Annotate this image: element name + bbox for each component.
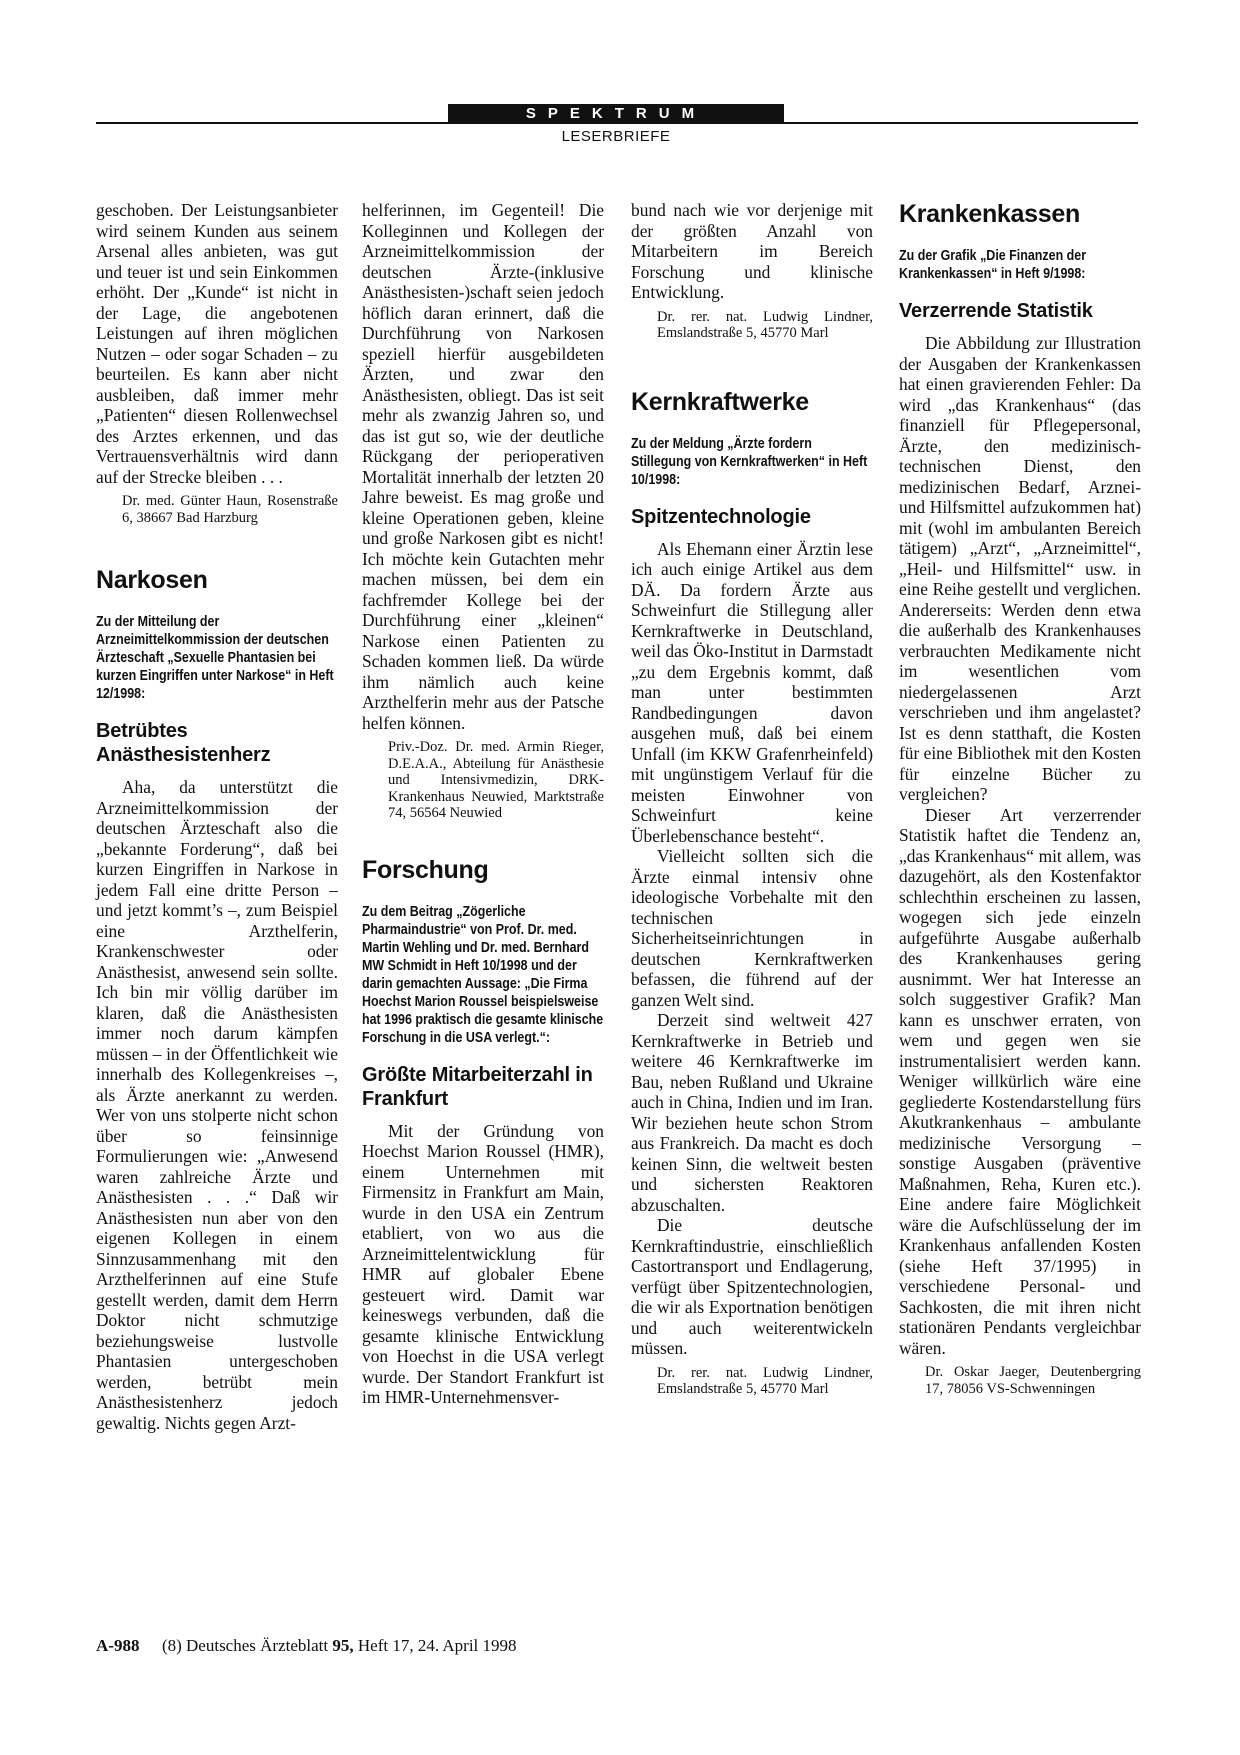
paragraph: Derzeit sind weltweit 427 Kernkraftwerke in Betrieb und weitere 46 Kernkraftwerke im Bau, neben Rußland und Ukraine auch in China, Indien und im Iran. Wir beziehen heute schon Strom aus Frankreich. Da macht es doch keinen Sinn, die weltweit besten und sichersten Reaktoren abzuschalten. bbox=[631, 1010, 873, 1215]
paragraph: helferinnen, im Gegenteil! Die Kolleginnen und Kollegen der Arzneimittelkommission der deutschen Ärzte-(inklusive Anästhesisten-)schaft seien jedoch höflich daran erinnert, daß die Durchführung von Narkosen speziell hierfür ausgebildeten Ärzten, und zwar den Anästhesisten, obliegt. Das ist seit mehr als zwanzig Jahren so, und das ist gut so, wie der deutliche Rückgang der perioperativen Mortalität innerhalb der letzten 20 Jahre beweist. Es mag große und kleine Operationen geben, kleine und große Narkosen gibt es nicht! Ich möchte kein Gutachten mehr machen müssen, bei dem ein fachfremder Kollege bei der Durchführung einer „kleinen“ Narkose einen Patienten zu Schaden kommen ließ. Da würde ihm nämlich auch keine Arzthelferin mehr aus der Patsche helfen können. bbox=[362, 200, 604, 733]
intro: Zu der Meldung „Ärzte fordern Stillegung von Kernkraftwerken“ in Heft 10/1998: bbox=[631, 435, 868, 488]
intro: Zu dem Beitrag „Zögerliche Pharmaindustrie“ von Prof. Dr. med. Martin Wehling und Dr. med. Bernhard MW Schmidt in Heft 10/1998 und der darin gemachten Aussage: „Die Firma Hoechst Marion Roussel beispielsweise hat 1996 praktisch die gesamte klinische Forschung in die USA verlegt.“: bbox=[362, 903, 604, 1046]
paragraph: Aha, da unterstützt die Arzneimittelkommission der deutschen Ärzteschaft also die „bekannte Forderung“, daß bei kurzen Eingriffen in Narkose in jedem Fall eine dritte Person – und jetzt kommt’s –, zum Beispiel eine Arzthelferin, Krankenschwester oder Anästhesist, anwesend sein sollte. Ich bin mir völlig darüber im klaren, daß die Anästhesisten immer noch darum kämpfen müssen – in der Öffentlichkeit wie innerhalb des Kollegenkreises –, als Ärzte anerkannt zu werden. Wer von uns stolperte nicht schon über so feinsinnige Formulierungen wie: „Anwesend waren zahlreiche Ärzte und Anästhesisten . . .“ Daß wir Anästhesisten nun aber von den eigenen Kollegen in einem Sinnzusammenhang mit den Arzthelferinnen auf eine Stufe gestellt werden, damit dem Herrn Doktor nicht schmutzige beziehungsweise lustvolle Phantasien untergeschoben werden, betrübt mein Anästhesistenherz jedoch gewaltig. Nichts gegen Arzt- bbox=[96, 777, 338, 1433]
citation-volume: 95, bbox=[332, 1636, 354, 1655]
signature: Priv.-Doz. Dr. med. Armin Rieger, D.E.A.A., Abteilung für Anästhesie und Intensivmedizin, DRK-Krankenhaus Neuwied, Marktstraße 74, 56564 Neuwied bbox=[388, 739, 604, 821]
subheading: Spitzentechnologie bbox=[631, 505, 811, 528]
signature: Dr. rer. nat. Ludwig Lindner, Emslandstraße 5, 45770 Marl bbox=[657, 1364, 873, 1397]
heading-forschung: Forschung bbox=[362, 855, 489, 884]
banner-spektrum: SPEKTRUM bbox=[448, 104, 784, 124]
heading-kernkraftwerke: Kernkraftwerke bbox=[631, 387, 809, 416]
paragraph: Dieser Art verzerrender Statistik haftet die Tendenz an, „das Krankenhaus“ mit allem, was dazugehört, als den Kostenfaktor schlechthin erscheinen zu lassen, wogegen sich jede einzeln aufgeführte Ausgabe außerhalb des Krankenhauses gering ausnimmt. Wer hat Interesse an solch suggestiver Grafik? Man kann es unschwer erraten, von wem und gegen wen sie instrumentalisiert werden kann. Weniger willkürlich wäre eine gegliederte Kostendarstellung fürs Akutkrankenhaus – ambulante medizinische Versorgung – sonstige Ausgaben (präventive Maßnahmen, Reha, Kuren etc.). Eine andere faire Möglichkeit wäre die Aufschlüsselung der im Krankenhaus anfallenden Kosten (siehe Heft 37/1995) in verschiedene Personal- und Sachkosten, die mit ihren nicht stationären Pendants vergleichbar wären. bbox=[899, 804, 1141, 1358]
page-number: A-988 bbox=[96, 1636, 140, 1655]
page-footer bbox=[96, 1636, 517, 1656]
paragraph: bund nach wie vor derjenige mit der größten Anzahl von Mitarbeitern im Bereich Forschung und klinische Entwicklung. bbox=[631, 200, 873, 302]
signature: Dr. med. Günter Haun, Rosenstraße 6, 38667 Bad Harzburg bbox=[122, 493, 338, 526]
column-2 bbox=[362, 200, 604, 1408]
heading-narkosen: Narkosen bbox=[96, 566, 208, 594]
section-label: LESERBRIEFE bbox=[561, 128, 671, 145]
column-3 bbox=[631, 200, 873, 1398]
paragraph: Vielleicht sollten sich die Ärzte einmal intensiv ohne ideologische Vorbehalte mit den technischen Sicherheitseinrichtungen in deutschen Kernkraftwerken befassen, die führend auf der ganzen Welt sind. bbox=[631, 846, 873, 1010]
column-4 bbox=[899, 200, 1141, 1397]
heading-krankenkassen: Krankenkassen bbox=[899, 200, 1080, 228]
paragraph: Als Ehemann einer Ärztin lese ich auch einige Artikel aus dem DÄ. Da fordern Ärzte aus Schweinfurt die Stillegung aller Kernkraftwerke in Deutschland, weil das Öko-Institut in Darmstadt „zu dem Ergebnis kommt, daß man unter bestimmten Randbedingungen davon ausgehen muß, daß bei einem Unfall (im KKW Grafenrheinfeld) mit ungünstigem Verlauf für die meisten Einwohner von Schweinfurt keine Überlebenschance besteht“. bbox=[631, 538, 873, 846]
paragraph: Die Abbildung zur Illustration der Ausgaben der Krankenkassen hat einen gravierenden Fehler: Da wird „das Krankenhaus“ (das finanziell für Pflegepersonal, Ärzte, den medizinisch-technischen Dienst, den medizinischen Bedarf, Arznei- und Hilfsmittel aufzukommen hat) mit (wohl im ambulanten Bereich tätigem) „Arzt“, „Arzneimittel“, „Heil- und Hilfsmittel“ usw. in eine Reihe gestellt und verglichen. Andererseits: Werden denn etwa die außerhalb des Krankenhauses verbrauchten Medikamente nicht im wesentlichen vom niedergelassenen Arzt verschrieben und ihm angelastet? Ist es denn statthaft, die Kosten für eine Bibliothek mit den Kosten für einzelne Bücher zu vergleichen? bbox=[899, 333, 1141, 804]
paragraph: Die deutsche Kernkraftindustrie, einschließlich Castortransport und Endlagerung, verfügt über Spitzentechnologien, die wir als Exportnation benötigen und auch weiterentwickeln müssen. bbox=[631, 1215, 873, 1358]
paragraph: Mit der Gründung von Hoechst Marion Roussel (HMR), einem Unternehmen mit Firmensitz in Frankfurt am Main, wurde in den USA ein Zentrum etabliert, von wo aus die Arzneimittelentwicklung für HMR auf globaler Ebene gesteuert wird. Damit war keineswegs verbunden, daß die gesamte klinische Entwicklung von Hoechst in die USA verlegt wurde. Der Standort Frankfurt ist im HMR-Unternehmensver- bbox=[362, 1120, 604, 1407]
subheading: Betrübtes Anästhesistenherz bbox=[96, 720, 271, 766]
citation-post: Heft 17, 24. April 1998 bbox=[353, 1636, 517, 1655]
intro: Zu der Mitteilung der Arzneimittelkommission der deutschen Ärzteschaft „Sexuelle Phantasien bei kurzen Eingriffen unter Narkose“ in Heft 12/1998: bbox=[96, 614, 334, 702]
paragraph: geschoben. Der Leistungsanbieter wird seinem Kunden aus seinem Arsenal alles anbieten, was gut und teuer ist und sein Einkommen erhöht. Der „Kunde“ ist nicht in der Lage, die angebotenen Leistungen auf ihren möglichen Nutzen – oder sogar Schaden – zu beurteilen. Es kann aber nicht ausbleiben, daß immer mehr „Patienten“ diesen Rollenwechsel des Arztes erkennen, und das Vertrauensverhältnis wird dann auf der Strecke bleiben . . . bbox=[96, 200, 338, 487]
subheading: Verzerrende Statistik bbox=[899, 300, 1093, 322]
column-1 bbox=[96, 200, 338, 1433]
signature: Dr. Oskar Jaeger, Deutenbergring 17, 78056 VS-Schwenningen bbox=[925, 1364, 1141, 1397]
subheading: Größte Mitarbeiterzahl in Frankfurt bbox=[362, 1063, 593, 1110]
signature: Dr. rer. nat. Ludwig Lindner, Emslandstraße 5, 45770 Marl bbox=[657, 308, 873, 341]
citation-pre: (8) Deutsches Ärzteblatt bbox=[161, 1636, 333, 1655]
intro: Zu der Grafik „Die Finanzen der Krankenkassen“ in Heft 9/1998: bbox=[899, 248, 1087, 282]
